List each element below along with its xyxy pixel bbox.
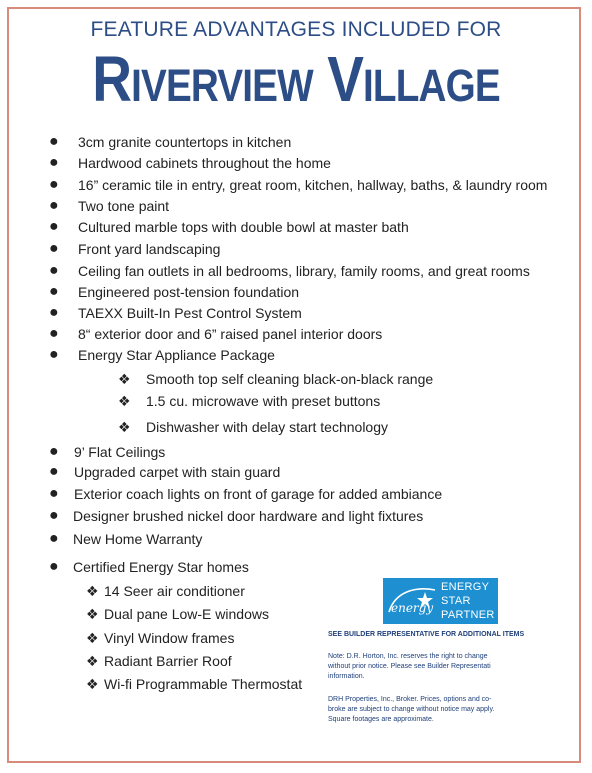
list-item: ● 9’ Flat Ceilings: [49, 443, 166, 460]
logo-line-energy: ENERGY: [441, 581, 490, 593]
list-item: ● Ceiling fan outlets in all bedrooms, library, family rooms, and great rooms: [49, 262, 530, 279]
energy-star-item: ❖ Dual pane Low-E windows: [0, 603, 592, 625]
list-item: ● Certified Energy Star homes: [49, 558, 249, 575]
bullet-icon: ●: [49, 133, 59, 150]
bullet-icon: ●: [49, 530, 59, 547]
logo-line-partner: PARTNER: [441, 609, 495, 621]
diamond-bullet-icon: ❖: [86, 653, 99, 669]
list-item: ● 8“ exterior door and 6” raised panel interior doors: [49, 325, 383, 342]
bullet-icon: ●: [49, 218, 59, 235]
energy-star-item: ❖ Wi-fi Programmable Thermostat: [0, 673, 592, 695]
bullet-icon: ●: [49, 262, 59, 279]
bullet-icon: ●: [49, 304, 59, 321]
energy-star-swoosh-icon: [385, 582, 437, 620]
list-item: ● Cultured marble tops with double bowl at master bath: [49, 218, 409, 235]
bullet-icon: ●: [49, 558, 59, 575]
diamond-bullet-icon: ❖: [118, 393, 131, 409]
bullet-icon: ●: [49, 197, 59, 214]
energy-star-item: ❖ Vinyl Window frames: [0, 627, 592, 649]
logo-line-star: STAR: [441, 595, 471, 607]
diamond-bullet-icon: ❖: [86, 630, 99, 646]
disclaimer-note: Note: D.R. Horton, Inc. reserves the right to change without prior notice. Please see Builder Representati information.: [328, 653, 491, 680]
diamond-bullet-icon: ❖: [118, 371, 131, 387]
diamond-bullet-icon: ❖: [86, 583, 99, 599]
bullet-icon: ●: [49, 485, 59, 502]
list-item: ● Hardwood cabinets throughout the home: [49, 154, 331, 171]
list-item: ● 3cm granite countertops in kitchen: [49, 133, 292, 150]
energy-star-logo: [383, 578, 498, 624]
list-item: ● Two tone paint: [49, 197, 170, 214]
list-item: ● 16” ceramic tile in entry, great room, kitchen, hallway, baths, & laundry room: [49, 176, 548, 193]
svg-text:energy: energy: [391, 601, 434, 615]
energy-star-item: ❖ 14 Seer air conditioner: [0, 580, 592, 602]
bullet-icon: ●: [49, 507, 59, 524]
energy-star-item: ❖ Radiant Barrier Roof: [0, 650, 592, 672]
bullet-icon: ●: [49, 283, 59, 300]
community-title: Riverview Village: [92, 43, 500, 115]
header-subhead: FEATURE ADVANTAGES INCLUDED FOR: [90, 18, 502, 41]
list-item: ● Designer brushed nickel door hardware and light fixtures: [49, 507, 424, 524]
bullet-icon: ●: [49, 346, 59, 363]
diamond-bullet-icon: ❖: [86, 606, 99, 622]
bullet-icon: ●: [49, 240, 59, 257]
diamond-bullet-icon: ❖: [86, 676, 99, 692]
sub-list-item: ❖ Smooth top self cleaning black-on-black range: [118, 371, 434, 387]
sub-list-item: ❖ Dishwasher with delay start technology: [118, 419, 389, 435]
list-item: ● Engineered post-tension foundation: [49, 283, 300, 300]
see-builder-note: SEE BUILDER REPRESENTATIVE FOR ADDITIONAL ITEMS: [328, 631, 525, 638]
sub-list-item: ❖ 1.5 cu. microwave with preset buttons: [118, 393, 381, 409]
broker-disclaimer: DRH Properties, Inc., Broker. Prices, options and co-broke are subject to change without notice may apply. Square footages are approximate.: [328, 696, 495, 723]
list-item: ● Energy Star Appliance Package: [49, 346, 275, 363]
bullet-icon: ●: [49, 176, 59, 193]
bullet-icon: ●: [49, 325, 59, 342]
diamond-bullet-icon: ❖: [118, 419, 131, 435]
list-item: ● New Home Warranty: [49, 530, 203, 547]
list-item: ● Exterior coach lights on front of garage for added ambiance: [49, 485, 443, 502]
list-item: ● Front yard landscaping: [49, 240, 221, 257]
bullet-icon: ●: [49, 443, 59, 460]
list-item: ● TAEXX Built-In Pest Control System: [49, 304, 302, 321]
bullet-icon: ●: [49, 463, 59, 480]
list-item: ● Upgraded carpet with stain guard: [49, 463, 281, 480]
bullet-icon: ●: [49, 154, 59, 171]
